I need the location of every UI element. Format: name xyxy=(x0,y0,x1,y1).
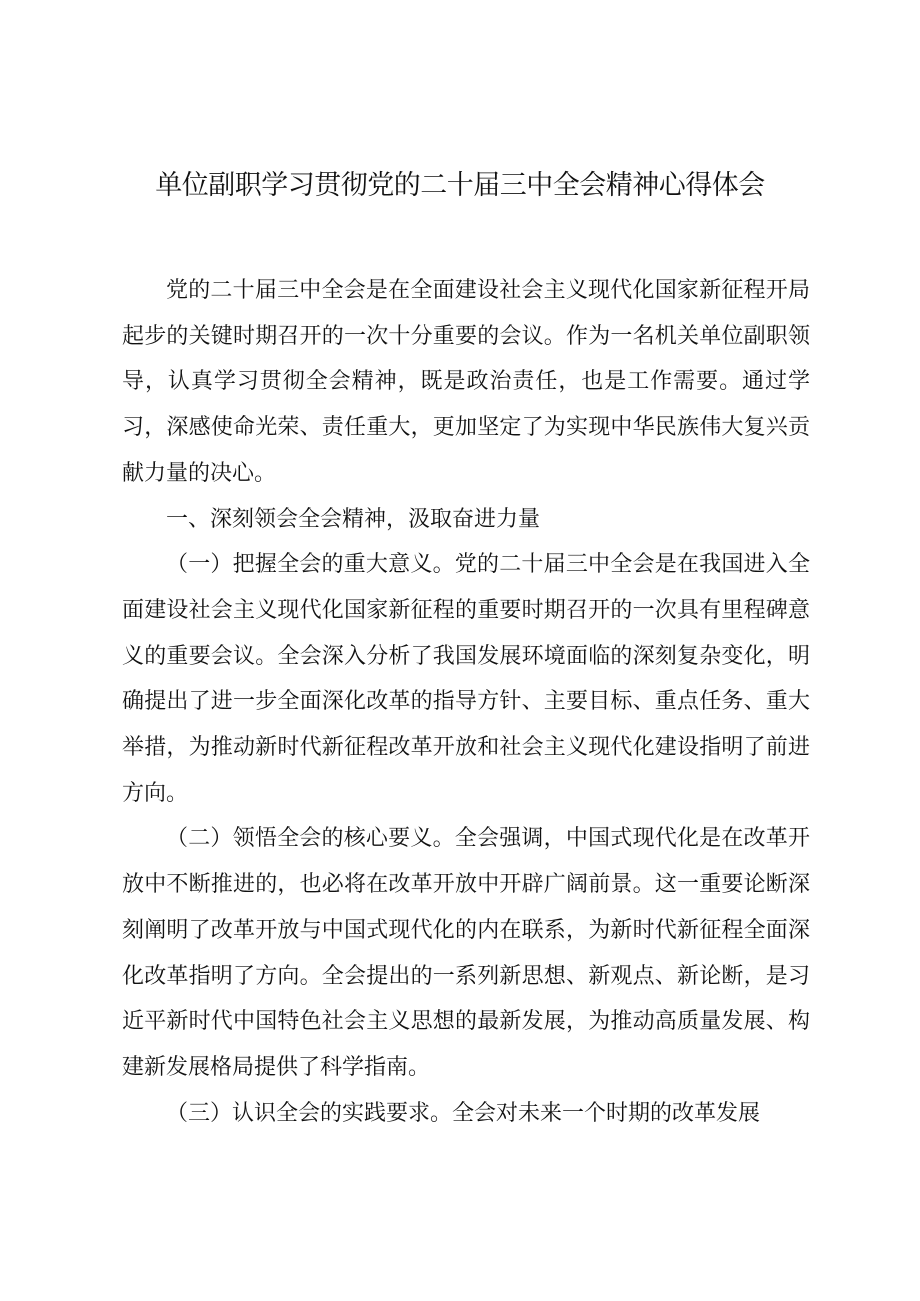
document-title: 单位副职学习贯彻党的二十届三中全会精神心得体会 xyxy=(155,170,765,201)
paragraph-1: （一）把握全会的重大意义。党的二十届三中全会是在我国进入全面建设社会主义现代化国家新征程的重要时期召开的一次具有里程碑意义的重要会议。全会深入分析了我国发展环境面临的深刻复杂变化，明确提出了进一步全面深化改革的指导方针、主要目标、重点任务、重大举措，为推动新时代新征程改革开放和社会主义现代化建设指明了前进方向。 xyxy=(122,552,810,806)
intro-paragraph: 党的二十届三中全会是在全面建设社会主义现代化国家新征程开局起步的关键时期召开的一次十分重要的会议。作为一名机关单位副职领导，认真学习贯彻全会精神，既是政治责任，也是工作需要。通过学习，深感使命光荣、责任重大，更加坚定了为实现中华民族伟大复兴贡献力量的决心。 xyxy=(122,278,810,486)
document-body xyxy=(122,268,810,1136)
paragraph-3: （三）认识全会的实践要求。全会对未来一个时期的改革发展 xyxy=(166,1100,761,1126)
section-heading-1: 一、深刻领会全会精神，汲取奋进力量 xyxy=(166,506,541,532)
paragraph-2: （二）领悟全会的核心要义。全会强调，中国式现代化是在改革开放中不断推进的，也必将在改革开放中开辟广阔前景。这一重要论断深刻阐明了改革开放与中国式现代化的内在联系，为新时代新征程全面深化改革指明了方向。全会提出的一系列新思想、新观点、新论断，是习近平新时代中国特色社会主义思想的最新发展，为推动高质量发展、构建新发展格局提供了科学指南。 xyxy=(122,826,810,1080)
